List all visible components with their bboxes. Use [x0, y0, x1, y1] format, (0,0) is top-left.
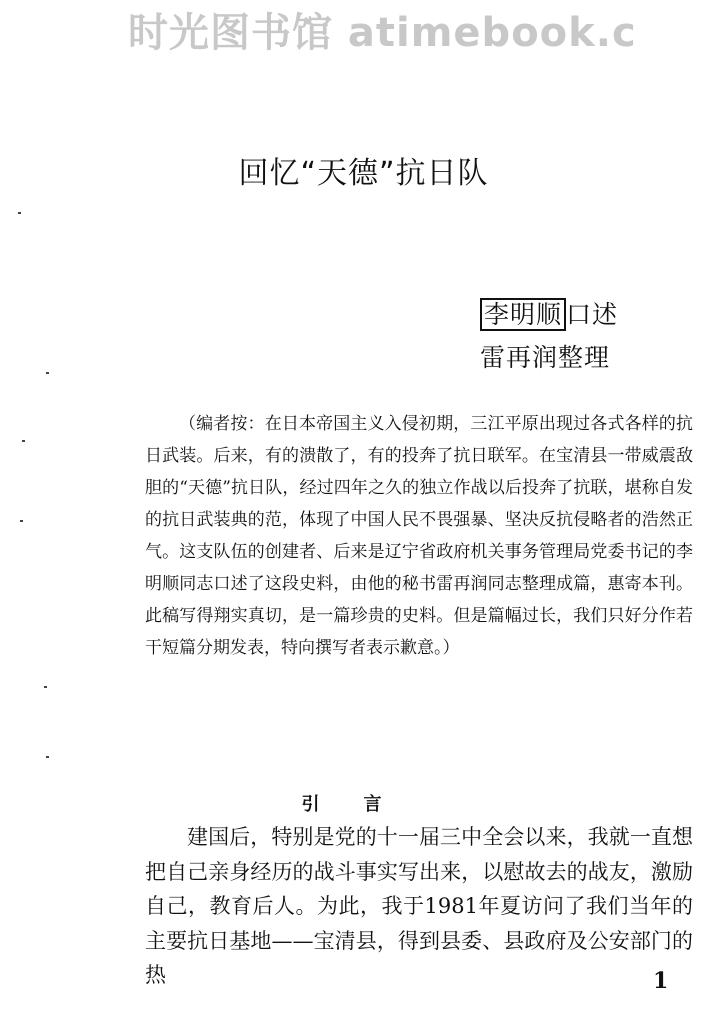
scan-speck [20, 520, 23, 522]
scan-speck [18, 212, 21, 214]
scan-speck [46, 372, 49, 374]
section-heading: 引言 [301, 794, 426, 815]
page-number: 1 [653, 968, 669, 994]
scan-speck [22, 440, 25, 442]
scan-speck [46, 756, 49, 758]
byline-editor: 雷再润整理 [480, 343, 611, 372]
editor-note: （编者按：在日本帝国主义入侵初期，三江平原出现过各式各样的抗日武装。后来，有的溃散了，有的投奔了抗日联军。在宝清县一带威震敌胆的“天德”抗日队，经过四年之久的独立作战以后投奔了抗联，堪称自发的抗日武装典的范，体现了中国人民不畏强暴、坚决反抗侵略者的浩然正气。这支队伍的创建者、后来是辽宁省政府机关事务管理局党委书记的李明顺同志口述了这段史料，由他的秘书雷再润同志整理成篇，惠寄本刊。此稿写得翔实真切，是一篇珍贵的史料。但是篇幅过长，我们只好分作若干短篇分期发表，特向撰写者表示歉意。） [145, 414, 693, 658]
watermark: 时光图书馆 atimebook.c [128, 10, 637, 56]
byline-narrator [480, 298, 618, 332]
narrator-role: 口述 [566, 300, 619, 329]
article-title: 回忆“天德”抗日队 [238, 156, 489, 191]
scan-speck [44, 686, 47, 688]
narrator-name: 李明顺 [480, 298, 566, 331]
body-paragraph: 建国后，特别是党的十一届三中全会以来，我就一直想把自己亲身经历的战斗事实写出来，以慰故去的战友，激励自己，教育后人。为此，我于1981年夏访问了我们当年的主要抗日基地——宝清县，得到县委、县政府及公安部门的热 [145, 825, 693, 987]
